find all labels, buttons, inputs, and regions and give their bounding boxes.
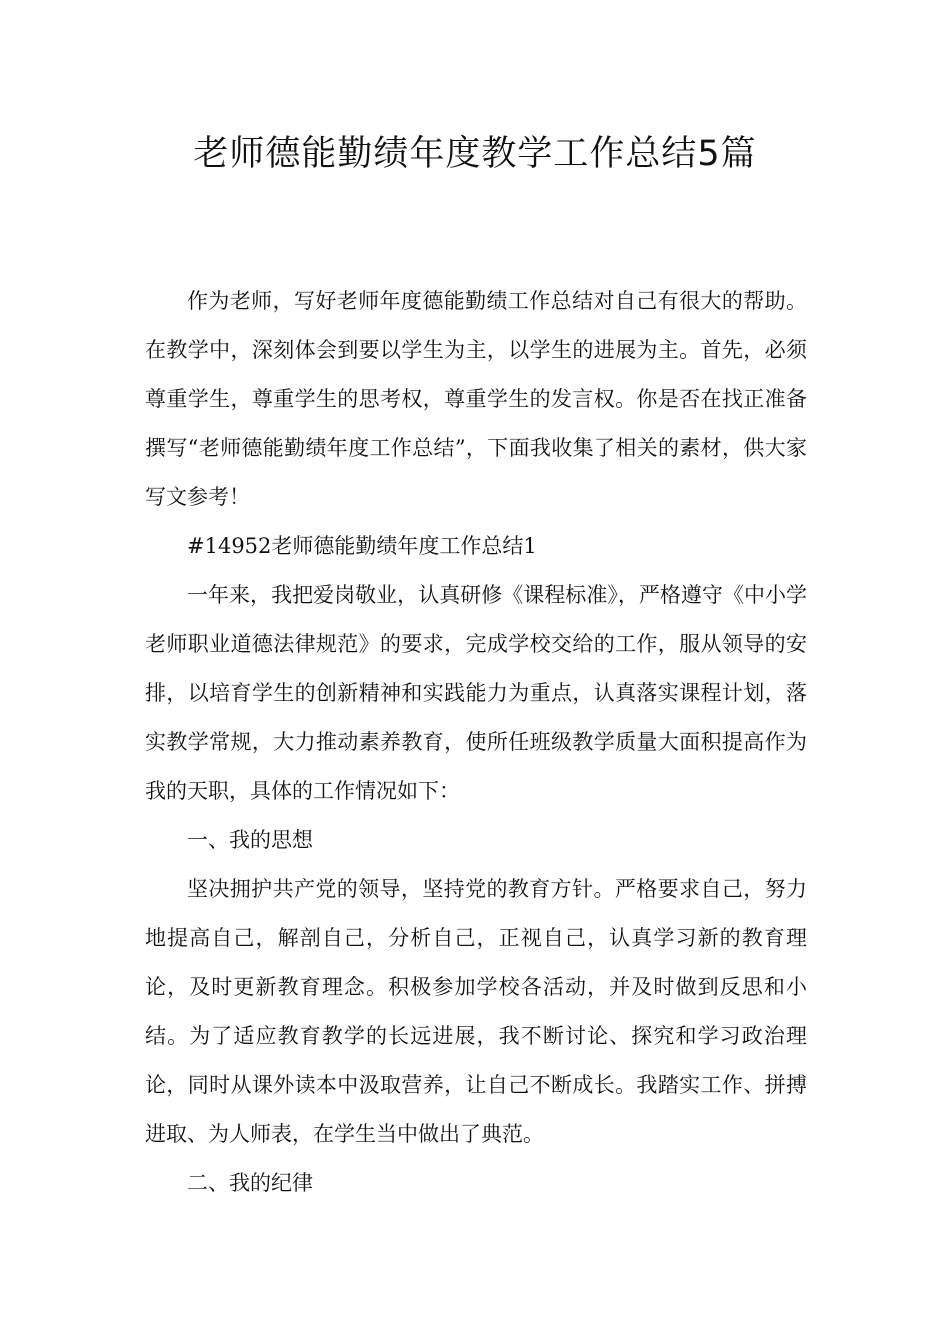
section-heading-thought: 一、我的思想 bbox=[187, 828, 313, 852]
document-body bbox=[145, 277, 807, 1208]
section-heading-discipline: 二、我的纪律 bbox=[187, 1171, 313, 1195]
section-heading-summary-1: #14952老师德能勤绩年度工作总结1 bbox=[187, 534, 537, 558]
document-title: 老师德能勤绩年度教学工作总结5篇 bbox=[193, 134, 757, 174]
thought-paragraph: 坚决拥护共产党的领导，坚持党的教育方针。严格要求自己，努力地提高自己，解剖自己，分析自己，正视自己，认真学习新的教育理论，及时更新教育理念。积极参加学校各活动，并及时做到反思和小结。为了适应教育教学的长远进展，我不断讨论、探究和学习政治理论，同时从课外读本中汲取营养，让自己不断成长。我踏实工作、拼搏进取、为人师表，在学生当中做出了典范。 bbox=[145, 877, 807, 1146]
summary-1-intro-paragraph: 一年来，我把爱岗敬业，认真研修《课程标准》，严格遵守《中小学老师职业道德法律规范》的要求，完成学校交给的工作，服从领导的安排，以培育学生的创新精神和实践能力为重点，认真落实课程计划，落实教学常规，大力推动素养教育，使所任班级教学质量大面积提高作为我的天职，具体的工作情况如下： bbox=[145, 583, 807, 803]
intro-paragraph: 作为老师，写好老师年度德能勤绩工作总结对自己有很大的帮助。在教学中，深刻体会到要以学生为主，以学生的进展为主。首先，必须尊重学生，尊重学生的思考权，尊重学生的发言权。你是否在找正准备撰写“老师德能勤绩年度工作总结”，下面我收集了相关的素材，供大家写文参考！ bbox=[145, 289, 807, 509]
